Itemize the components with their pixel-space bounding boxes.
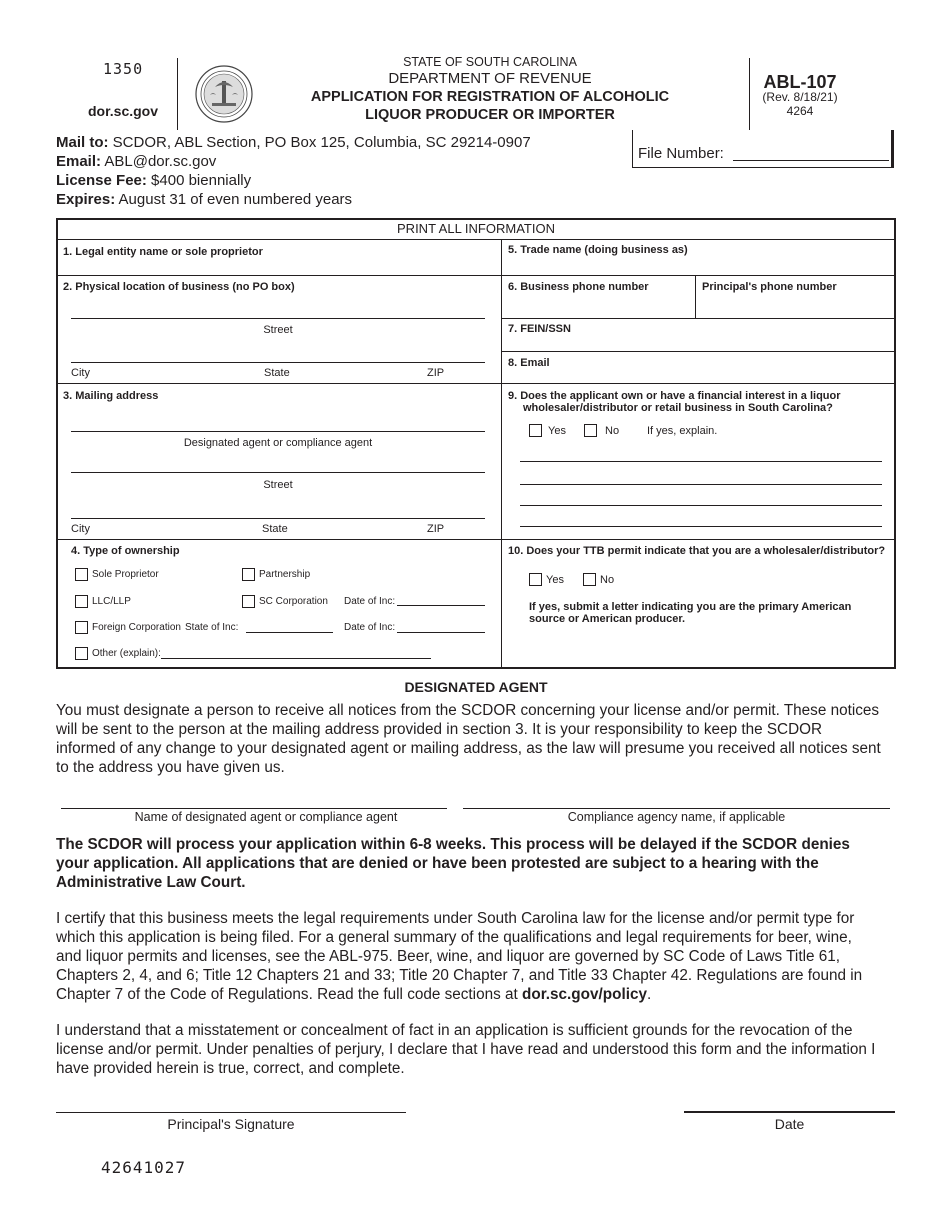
foreign-date-of-inc-label: Date of Inc: — [344, 622, 396, 633]
license-fee: License Fee: $400 biennially — [56, 172, 252, 189]
form-revision: (Rev. 8/18/21) — [762, 90, 838, 104]
q7-label: 7. FEIN/SSN — [508, 323, 571, 335]
designated-agent-heading: DESIGNATED AGENT — [404, 679, 548, 695]
principal-phone-label: Principal's phone number — [702, 281, 837, 293]
form-title-line1: APPLICATION FOR REGISTRATION OF ALCOHOLIC — [310, 89, 670, 105]
signature-line[interactable] — [56, 1112, 406, 1113]
q3-divider — [57, 539, 501, 540]
q9-explain-line4[interactable] — [520, 526, 882, 527]
file-number-label: File Number: — [638, 145, 724, 162]
email-info: Email: ABL@dor.sc.gov — [56, 153, 217, 170]
other-ownership-checkbox[interactable] — [75, 647, 88, 660]
q3-zip-label: ZIP — [427, 523, 445, 535]
q3-city-label: City — [71, 523, 90, 535]
q2-city-line[interactable] — [71, 362, 485, 363]
q1-divider — [57, 275, 501, 276]
certify-statement: I certify that this business meets the legal requirements under South Carolina law for the license and/or permit type for which this application is being filed. For a general summary of the qualifications and legal requirements for beer, wine, and liquor permits and licenses, see the ABL-975. Beer, wine, and liquor are governed by SC Code of Laws Title 61, Chapters 2, 4, and 6; Title 12 Chapters 21 and 33; Title 20 Chapter 7, and Title 33 Chapter 42. Regulations are found in Chapter 7 of the Code of Regulations. Read the full code sections at dor.sc.gov/policy. — [56, 910, 863, 1003]
llc-label: LLC/LLP — [92, 596, 131, 607]
q10-no-checkbox[interactable] — [583, 573, 596, 586]
partnership-checkbox[interactable] — [242, 568, 255, 581]
website-label: dor.sc.gov — [88, 103, 159, 119]
q9-no-label: No — [605, 425, 620, 437]
q3-label: 3. Mailing address — [63, 390, 159, 402]
sc-date-of-inc-field[interactable] — [397, 605, 485, 606]
state-of-inc-field[interactable] — [246, 632, 333, 633]
sc-corporation-checkbox[interactable] — [242, 595, 255, 608]
print-all-heading: PRINT ALL INFORMATION — [397, 221, 555, 236]
form-number: ABL-107 — [763, 72, 837, 92]
agency-name-label: Compliance agency name, if applicable — [567, 810, 786, 824]
agent-name-line[interactable] — [61, 808, 447, 809]
q9-label-line1: 9. Does the applicant own or have a financial interest in a liquor — [508, 390, 841, 402]
form-code-top: 1350 — [103, 60, 144, 78]
other-ownership-label: Other (explain): — [92, 648, 161, 659]
file-number-line[interactable] — [733, 160, 889, 161]
q10-note-line1: If yes, submit a letter indicating you are the primary American — [529, 601, 852, 613]
q3-city-line[interactable] — [71, 518, 485, 519]
sole-proprietor-label: Sole Proprietor — [92, 569, 159, 580]
q9-explain-line1[interactable] — [520, 461, 882, 462]
q9-explain-line2[interactable] — [520, 484, 882, 485]
q9-label-line2: wholesaler/distributor or retail business in South Carolina? — [523, 402, 833, 414]
sc-corporation-label: SC Corporation — [259, 596, 328, 607]
llc-checkbox[interactable] — [75, 595, 88, 608]
q9-yes-label: Yes — [548, 425, 566, 437]
form-code: 4264 — [786, 104, 814, 118]
form-title-line2: LIQUOR PRODUCER OR IMPORTER — [365, 107, 615, 123]
q9-explain-label: If yes, explain. — [647, 425, 718, 437]
q3-agent-label: Designated agent or compliance agent — [183, 437, 373, 449]
q10-no-label: No — [600, 574, 615, 586]
q3-street-label: Street — [263, 479, 293, 491]
sole-proprietor-checkbox[interactable] — [75, 568, 88, 581]
processing-notice: The SCDOR will process your application within 6-8 weeks. This process will be delayed if the SCDOR denies your application. All applications that are denied or have been protested are subject to a hearing with the Administrative Law Court. — [56, 836, 850, 891]
q2-label: 2. Physical location of business (no PO box) — [63, 281, 295, 293]
q5-divider — [501, 275, 895, 276]
q8-label: 8. Email — [508, 357, 550, 369]
sc-date-of-inc-label: Date of Inc: — [344, 596, 396, 607]
q10-label: 10. Does your TTB permit indicate that you are a wholesaler/distributor? — [508, 545, 886, 557]
policy-link[interactable]: dor.sc.gov/policy — [522, 986, 647, 1003]
q2-zip-label: ZIP — [427, 367, 445, 379]
q6-label: 6. Business phone number — [508, 281, 649, 293]
form-code-bottom: 42641027 — [101, 1158, 187, 1177]
foreign-corporation-checkbox[interactable] — [75, 621, 88, 634]
partnership-label: Partnership — [259, 569, 311, 580]
q10-yes-label: Yes — [546, 574, 564, 586]
date-line[interactable] — [684, 1111, 895, 1113]
file-number-box[interactable] — [632, 130, 894, 168]
state-seal-icon — [195, 65, 253, 123]
q2-street-label: Street — [263, 324, 293, 336]
q7-divider — [501, 351, 895, 352]
q2-state-label: State — [264, 367, 290, 379]
q2-street-line[interactable] — [71, 318, 485, 319]
q10-note-line2: source or American producer. — [529, 613, 686, 625]
q2-divider — [57, 383, 501, 384]
q9-explain-line3[interactable] — [520, 505, 882, 506]
print-all-divider — [57, 239, 895, 240]
agency-name-line[interactable] — [463, 808, 890, 809]
agent-name-label: Name of designated agent or compliance agent — [134, 810, 398, 824]
designated-agent-text: You must designate a person to receive all notices from the SCDOR concerning your license and/or permit. These notices will be sent to the person at the mailing address provided in section 3. It is your responsibility to keep the SCDOR informed of any change to your designated agent or mailing address, as the law will presume you received all notices sent to the address you have given us. — [56, 702, 881, 776]
q2-city-label: City — [71, 367, 90, 379]
q6-column-divider — [695, 275, 696, 318]
date-label: Date — [774, 1116, 805, 1132]
mail-to: Mail to: SCDOR, ABL Section, PO Box 125, Columbia, SC 29214-0907 — [56, 134, 531, 151]
form-column-divider — [501, 239, 502, 668]
foreign-date-of-inc-field[interactable] — [397, 632, 485, 633]
q9-divider — [501, 539, 895, 540]
q10-yes-checkbox[interactable] — [529, 573, 542, 586]
q9-yes-checkbox[interactable] — [529, 424, 542, 437]
q6-divider — [501, 318, 895, 319]
foreign-corporation-label: Foreign Corporation — [92, 622, 181, 633]
header-divider-left — [177, 58, 178, 130]
header-state: STATE OF SOUTH CAROLINA — [403, 55, 577, 69]
q9-no-checkbox[interactable] — [584, 424, 597, 437]
q3-street-line[interactable] — [71, 472, 485, 473]
q3-agent-line[interactable] — [71, 431, 485, 432]
expires-info: Expires: August 31 of even numbered years — [56, 191, 353, 208]
q8-divider — [501, 383, 895, 384]
q5-label: 5. Trade name (doing business as) — [508, 244, 688, 256]
q3-state-label: State — [262, 523, 288, 535]
signature-label: Principal's Signature — [167, 1116, 295, 1132]
other-ownership-field[interactable] — [161, 658, 431, 659]
state-of-inc-label: State of Inc: — [185, 622, 239, 633]
q1-label: 1. Legal entity name or sole proprietor — [63, 246, 263, 258]
header-department: DEPARTMENT OF REVENUE — [388, 70, 592, 87]
q4-label: 4. Type of ownership — [71, 545, 180, 557]
perjury-statement: I understand that a misstatement or concealment of fact in an application is sufficient grounds for the revocation of the license and/or permit. Under penalties of perjury, I declare that I have read and understood this form and the information I have provided herein is true, correct, and complete. — [56, 1022, 876, 1077]
